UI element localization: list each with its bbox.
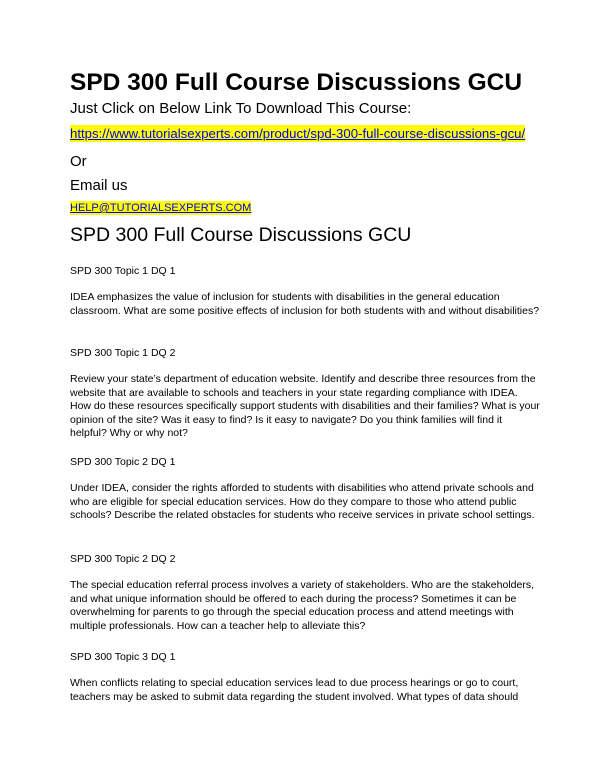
topic-question: Under IDEA, consider the rights afforded to students with disabilities who attend private schools and who are eligible for special education services. How do they compare to those who attend public schools? Describe the related obstacles for students who receive services in private school settings. <box>70 482 535 522</box>
page-title: SPD 300 Full Course Discussions GCU <box>70 69 523 96</box>
topic-label: SPD 300 Topic 3 DQ 1 <box>70 651 176 663</box>
topic-label: SPD 300 Topic 2 DQ 1 <box>70 456 176 468</box>
download-link-line <box>70 125 525 143</box>
topic-label: SPD 300 Topic 2 DQ 2 <box>70 553 176 565</box>
email-link-line <box>70 201 251 215</box>
email-link[interactable]: HELP@TUTORIALSEXPERTS.COM <box>70 202 252 214</box>
topic-label: SPD 300 Topic 1 DQ 2 <box>70 347 176 359</box>
download-instruction: Just Click on Below Link To Download This Course: <box>70 100 412 117</box>
or-text: Or <box>70 153 87 170</box>
topic-question: The special education referral process involves a variety of stakeholders. Who are the stakeholders, and what unique information should be offered to each during the process? Sometimes it can be overwhelming for parents to go through the special education process and attend meetings with multiple professionals. How can a teacher help to alleviate this? <box>70 579 534 632</box>
download-link[interactable]: https://www.tutorialsexperts.com/product/spd-300-full-course-discussions-gcu/ <box>70 126 526 141</box>
topic-question: IDEA emphasizes the value of inclusion for students with disabilities in the general education classroom. What are some positive effects of inclusion for both students with and without disabilities? <box>70 291 540 317</box>
section-heading: SPD 300 Full Course Discussions GCU <box>70 224 412 246</box>
topic-question: Review your state’s department of education website. Identify and describe three resources from the website that are available to schools and teachers in your state regarding compliance with IDEA. How do these resources specifically support students with disabilities and their families? What is your opinion of the site? Was it easy to find? Is it easy to navigate? Do you think families will find it helpful? Why or why not? <box>70 373 540 440</box>
email-label: Email us <box>70 177 128 194</box>
topic-label: SPD 300 Topic 1 DQ 1 <box>70 265 176 277</box>
topic-question: When conflicts relating to special education services lead to due process hearings or go to court, teachers may be asked to submit data regarding the student involved. What types of data should <box>70 677 519 703</box>
